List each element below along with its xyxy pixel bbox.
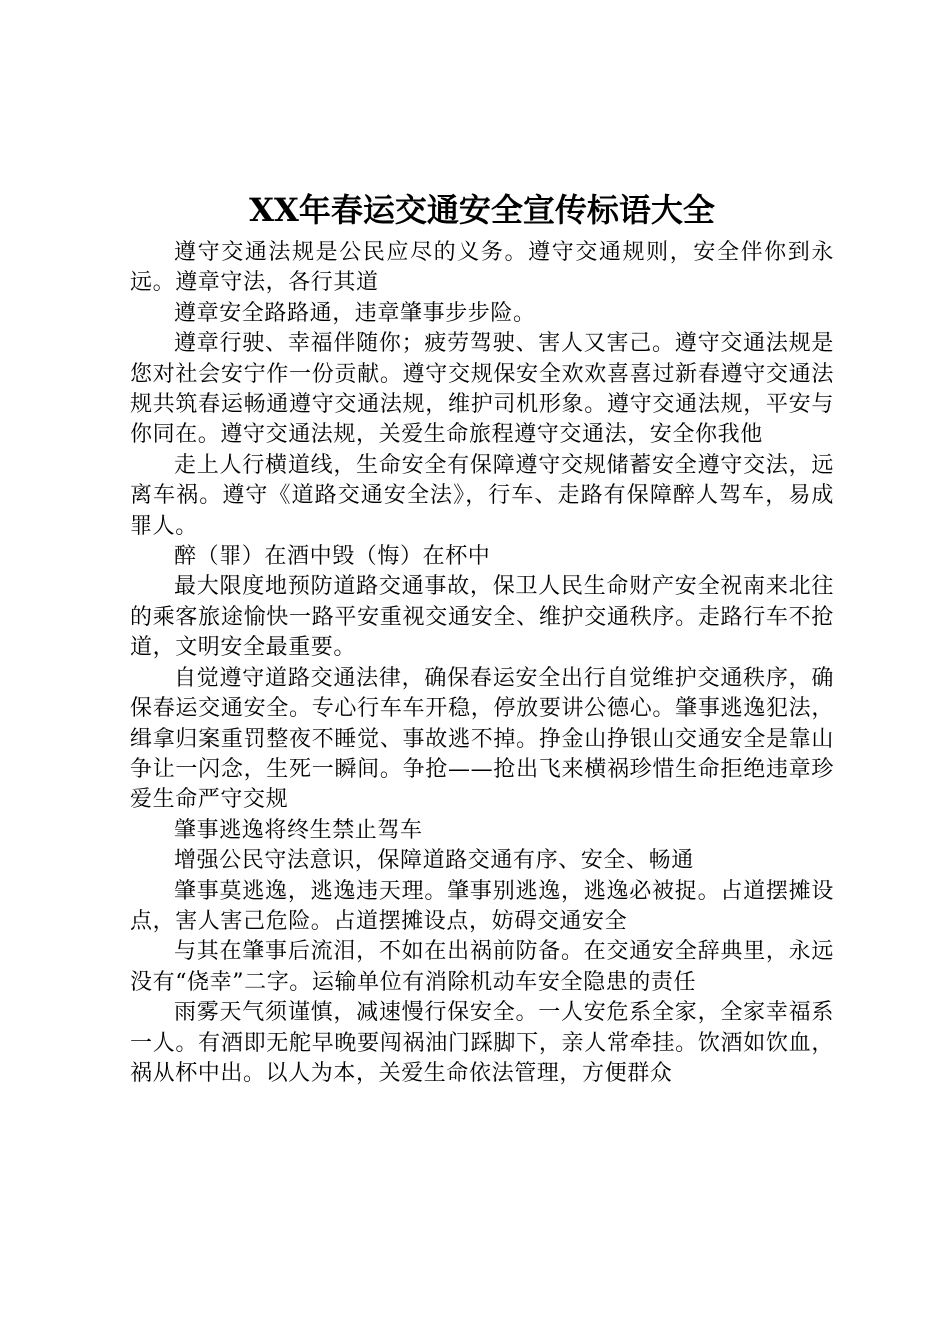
- paragraph-4: 走上人行横道线，生命安全有保障遵守交规储蓄安全遵守交法，远离车祸。遵守《道路交通安全法》，行车、走路有保障醉人驾车，易成罪人。: [130, 452, 834, 539]
- paragraph-3: 遵章行驶、幸福伴随你；疲劳驾驶、害人又害己。遵守交通法规是您对社会安宁作一份贡献。遵守交规保安全欢欢喜喜过新春遵守交通法规共筑春运畅通遵守交通法规，维护司机形象。遵守交通法规，平安与你同在。遵守交通法规，关爱生命旅程遵守交通法，安全你我他: [130, 331, 834, 448]
- paragraph-6: 最大限度地预防道路交通事故，保卫人民生命财产安全祝南来北往的乘客旅途愉快一路平安重视交通安全、维护交通秩序。走路行车不抢道，文明安全最重要。: [130, 574, 834, 661]
- document-page: [130, 188, 834, 1089]
- paragraph-7: 自觉遵守道路交通法律，确保春运安全出行自觉维护交通秩序，确保春运交通安全。专心行车车开稳，停放要讲公德心。肇事逃逸犯法，缉拿归案重罚整夜不睡觉、事故逃不掉。挣金山挣银山交通安全是靠山争让一闪念，生死一瞬间。争抢——抢出飞来横祸珍惜生命拒绝违章珍爱生命严守交规: [130, 665, 834, 813]
- paragraph-5: 醉（罪）在酒中毁（悔）在杯中: [174, 544, 491, 570]
- paragraph-9: 增强公民守法意识，保障道路交通有序、安全、畅通: [174, 848, 694, 874]
- paragraph-8: 肇事逃逸将终生禁止驾车: [174, 817, 423, 843]
- paragraph-1: 遵守交通法规是公民应尽的义务。遵守交通规则，安全伴你到永远。遵章守法，各行其道: [130, 240, 834, 296]
- paragraph-10: 肇事莫逃逸，逃逸违天理。肇事别逃逸，逃逸必被捉。占道摆摊设点，害人害己危险。占道摆摊设点，妨碍交通安全: [130, 878, 834, 934]
- paragraph-12: 雨雾天气须谨慎，减速慢行保安全。一人安危系全家，全家幸福系一人。有酒即无舵早晚要闯祸油门踩脚下，亲人常牵挂。饮酒如饮血，祸从杯中出。以人为本，关爱生命依法管理，方便群众: [130, 1000, 834, 1086]
- document-title: XX年春运交通安全宣传标语大全: [249, 191, 715, 229]
- paragraph-11: 与其在肇事后流泪，不如在出祸前防备。在交通安全辞典里，永远没有“侥幸”二字。运输单位有消除机动车安全隐患的责任: [130, 939, 834, 995]
- paragraph-2: 遵章安全路路通，违章肇事步步险。: [174, 300, 536, 326]
